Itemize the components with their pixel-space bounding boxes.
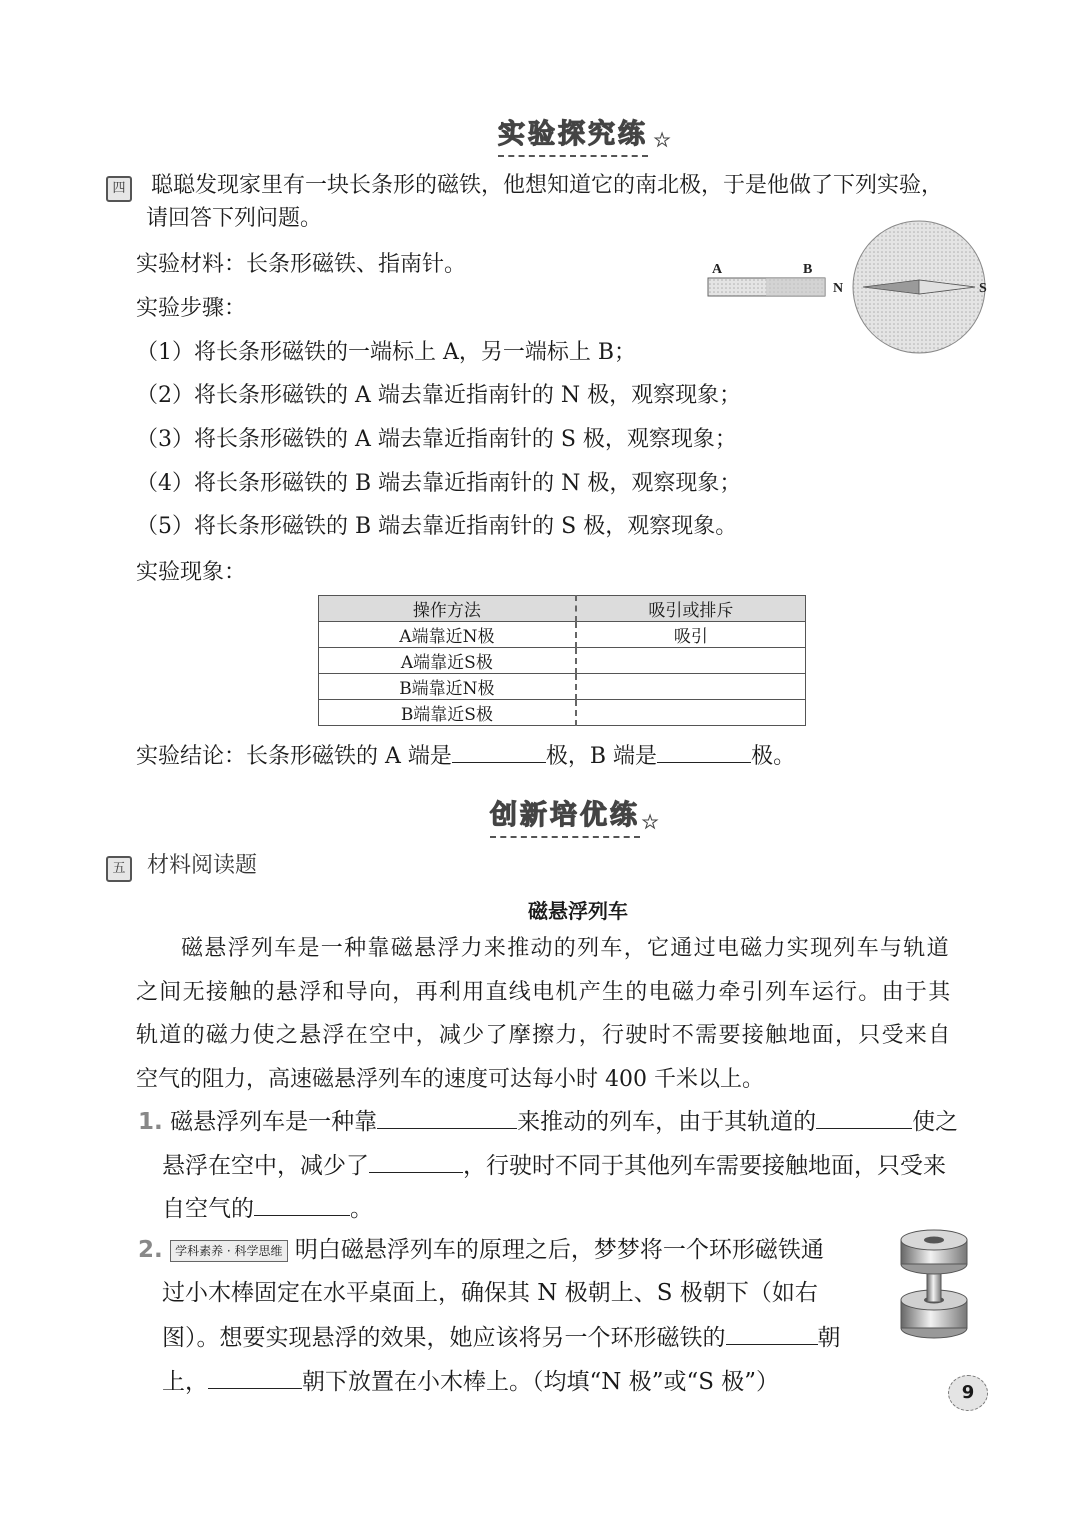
question-title: 材料阅读题	[147, 853, 258, 878]
step-4: （4）将长条形磁铁的 B 端去靠近指南针的 N 极，观察现象；	[136, 471, 742, 496]
q2-text-4: 朝	[817, 1325, 841, 1351]
table-cell-result[interactable]	[576, 648, 806, 674]
table-header-row	[319, 596, 806, 622]
step-3: （3）将长条形磁铁的 A 端去靠近指南针的 S 极，观察现象；	[136, 427, 737, 452]
q2-text-5: 上，	[162, 1369, 208, 1395]
q1-text-2: 来推动的列车，由于其轨道的	[517, 1109, 817, 1135]
q1-text-5: ，行驶时不同于其他列车需要接触地面，只受来	[463, 1153, 946, 1179]
question-number-icon: 四	[106, 176, 132, 202]
q1-text-7: 。	[350, 1196, 373, 1222]
table-row	[319, 674, 806, 700]
q1-text-4: 悬浮在空中，减少了	[162, 1153, 369, 1179]
page-number: 9	[948, 1375, 988, 1411]
q1-text-1: 磁悬浮列车是一种靠	[170, 1109, 378, 1135]
ring-magnet-figure	[896, 1228, 972, 1364]
q1-text-3: 使之	[912, 1109, 959, 1135]
table-row	[319, 648, 806, 674]
step-2: （2）将长条形磁铁的 A 端去靠近指南针的 N 极，观察现象；	[136, 383, 742, 408]
question-4-intro	[106, 172, 943, 202]
table-cell-method: A端靠近S极	[319, 648, 576, 674]
section-title-innovation	[490, 793, 640, 838]
table-cell-result[interactable]: 吸引	[576, 622, 806, 648]
q2-blank-2[interactable]	[208, 1366, 302, 1389]
q1-blank-1[interactable]	[377, 1106, 517, 1129]
table-cell-method: B端靠近S极	[319, 700, 576, 726]
answer-blank-a[interactable]	[452, 740, 546, 763]
table-cell-result[interactable]	[576, 700, 806, 726]
compass-label-s: S	[979, 281, 987, 296]
table-cell-result[interactable]	[576, 674, 806, 700]
observation-table	[318, 595, 806, 726]
conclusion-part-3: 极。	[751, 744, 796, 769]
compass-label-n: N	[833, 281, 844, 296]
q1-blank-4[interactable]	[254, 1193, 350, 1216]
table-row	[319, 700, 806, 726]
section-title-text: 实验探究练	[498, 119, 648, 150]
step-5: （5）将长条形磁铁的 B 端去靠近指南针的 S 极，观察现象。	[136, 514, 738, 539]
article-line-2: 之间无接触的悬浮和导向，再利用直线电机产生的电磁力牵引列车运行。由于其	[136, 980, 952, 1005]
q1-text-6: 自空气的	[162, 1196, 254, 1222]
step-1: （1）将长条形磁铁的一端标上 A，另一端标上 B；	[136, 340, 637, 365]
q1-blank-2[interactable]	[816, 1106, 912, 1129]
section-title-experiment	[498, 112, 648, 157]
q2-line-4	[162, 1366, 779, 1396]
q1-line-1	[138, 1106, 958, 1136]
article-title: 磁悬浮列车	[528, 899, 628, 923]
subject-tag: 学科素养 · 科学思维	[170, 1240, 287, 1262]
q2-line-3	[162, 1322, 841, 1352]
q2-blank-1[interactable]	[726, 1322, 818, 1345]
intro-line-1: 聪聪发现家里有一块长条形的磁铁，他想知道它的南北极，于是他做了下列实验，	[151, 173, 944, 198]
table-header-result: 吸引或排斥	[576, 596, 806, 622]
table-header-method: 操作方法	[319, 596, 576, 622]
q2-number: 2.	[138, 1237, 163, 1263]
conclusion-part-2: 极，B 端是	[545, 744, 658, 769]
star-icon: ★	[642, 812, 659, 833]
steps-title: 实验步骤：	[136, 296, 247, 321]
conclusion-part-1: 实验结论：长条形磁铁的 A 端是	[136, 744, 452, 769]
q2-text-3: 图）。想要实现悬浮的效果，她应该将另一个环形磁铁的	[162, 1325, 726, 1351]
article-line-4: 空气的阻力，高速磁悬浮列车的速度可达每小时 400 千米以上。	[136, 1067, 764, 1092]
question-5-title	[106, 852, 257, 882]
materials-text: 实验材料：长条形磁铁、指南针。	[136, 252, 467, 277]
phenomena-title: 实验现象：	[136, 560, 247, 585]
star-icon: ★	[654, 130, 671, 151]
answer-blank-b[interactable]	[657, 740, 751, 763]
q1-number: 1.	[138, 1109, 163, 1135]
table-cell-method: B端靠近N极	[319, 674, 576, 700]
q1-line-2	[162, 1150, 946, 1180]
table-row	[319, 622, 806, 648]
article-line-3: 轨道的磁力使之悬浮在空中，减少了摩擦力，行驶时不需要接触地面，只受来自	[136, 1023, 952, 1048]
q2-line-1	[138, 1236, 824, 1264]
magnet-label-a: A	[712, 262, 723, 277]
section-title-text: 创新培优练	[490, 800, 640, 831]
q1-line-3	[162, 1193, 373, 1223]
q2-text-1: 明白磁悬浮列车的原理之后，梦梦将一个环形磁铁通	[294, 1237, 824, 1263]
question-number-icon: 五	[106, 856, 132, 882]
magnet-compass-figure	[700, 218, 1000, 358]
intro-line-2: 请回答下列问题。	[146, 206, 323, 231]
q2-text-6: 朝下放置在小木棒上。（均填“N 极”或“S 极”）	[302, 1369, 780, 1395]
article-line-1: 磁悬浮列车是一种靠磁悬浮力来推动的列车，它通过电磁力实现列车与轨道	[181, 936, 950, 961]
q1-blank-3[interactable]	[369, 1150, 463, 1173]
magnet-label-b: B	[803, 262, 813, 277]
q2-line-2: 过小木棒固定在水平桌面上，确保其 N 极朝上、S 极朝下（如右	[162, 1280, 818, 1306]
conclusion-line	[136, 740, 795, 771]
table-cell-method: A端靠近N极	[319, 622, 576, 648]
